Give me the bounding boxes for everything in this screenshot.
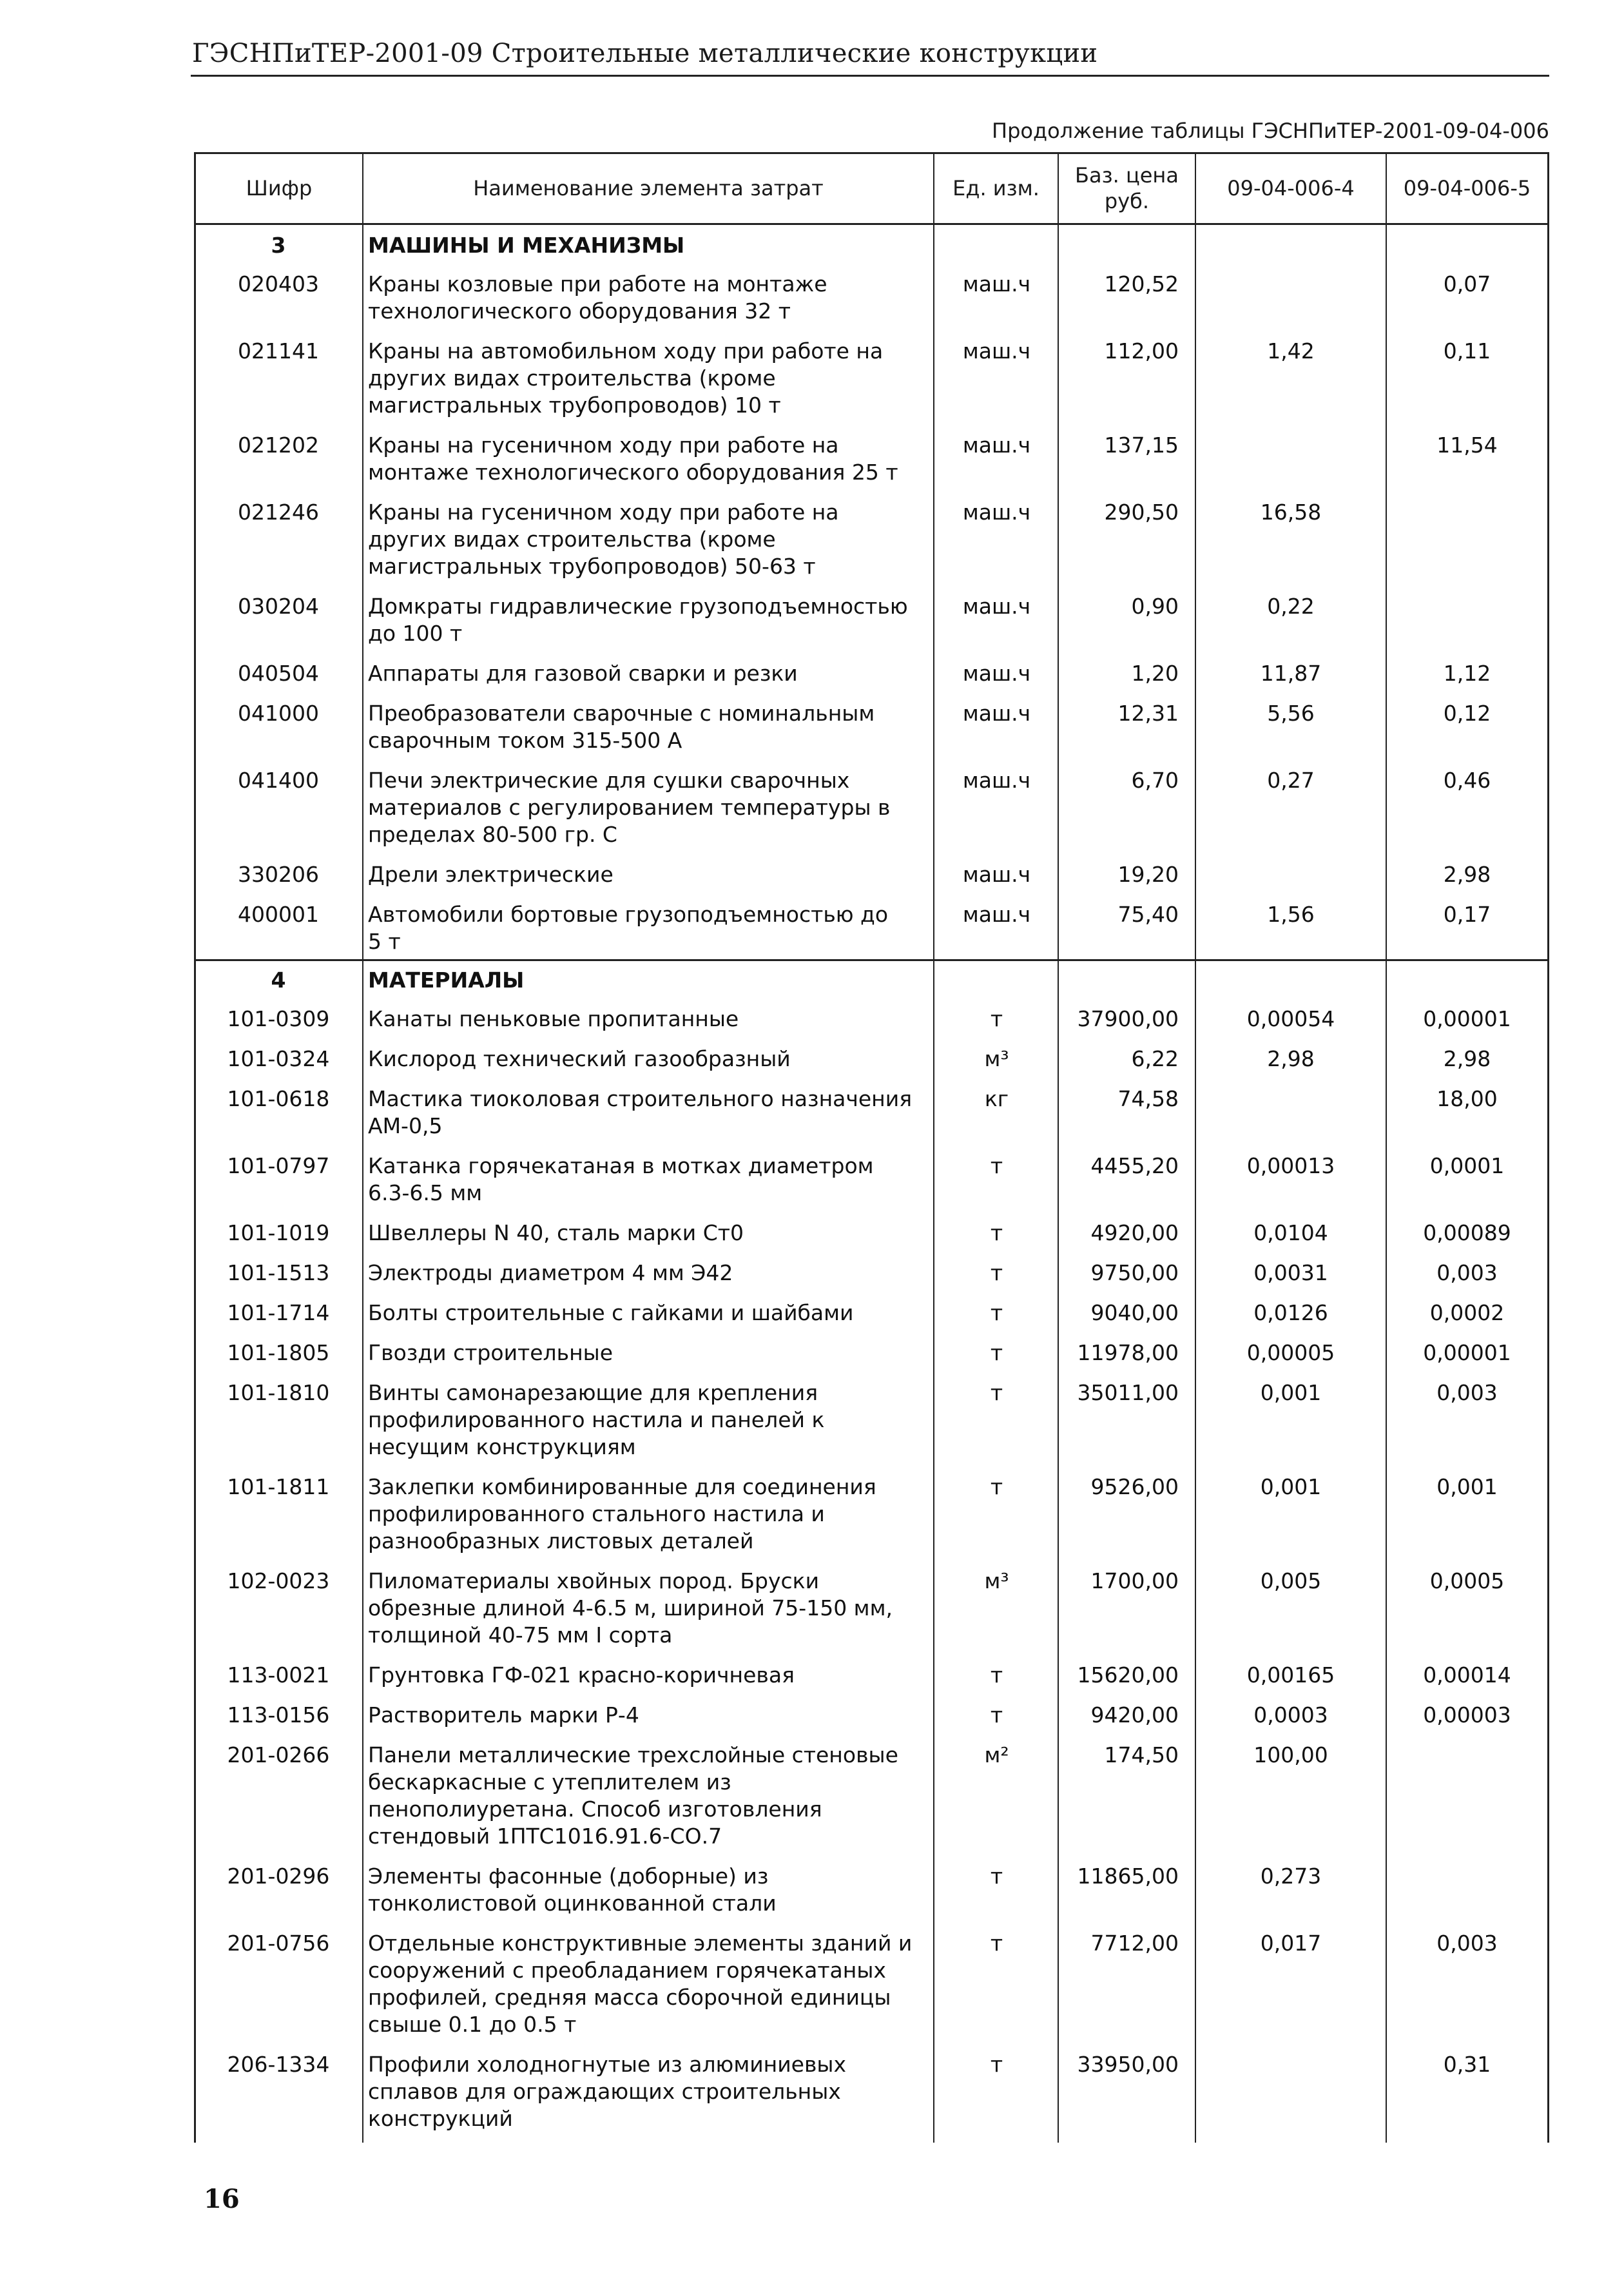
row-value-4: 11,87 — [1260, 661, 1322, 686]
row-code: 101-1805 — [227, 1340, 330, 1365]
row-code: 201-0756 — [227, 1931, 330, 1956]
row-name-line: Заклепки комбинированные для соединения — [368, 1474, 876, 1499]
row-name-line: Преобразователи сварочные с номинальным — [368, 701, 875, 726]
row-unit: т — [990, 1300, 1003, 1325]
row-value-4: 0,22 — [1267, 594, 1315, 619]
row-code: 030204 — [238, 594, 319, 619]
header-name: Наименование элемента затрат — [473, 176, 824, 200]
row-unit: м² — [984, 1742, 1009, 1767]
row-name-line: Катанка горячекатаная в мотках диаметром — [368, 1153, 874, 1178]
row-code: 101-1513 — [227, 1260, 330, 1285]
row-value-5: 1,12 — [1443, 661, 1491, 686]
row-price: 9750,00 — [1090, 1260, 1179, 1285]
section-code: 3 — [271, 233, 286, 258]
row-name-line: Электроды диаметром 4 мм Э42 — [368, 1260, 733, 1285]
row-unit: т — [990, 1931, 1003, 1956]
row-unit: маш.ч — [962, 500, 1031, 525]
row-code: 101-1714 — [227, 1300, 330, 1325]
row-value-5: 0,001 — [1436, 1474, 1498, 1499]
row-price: 0,90 — [1131, 594, 1179, 619]
row-value-4: 0,273 — [1260, 1864, 1322, 1889]
section-code: 4 — [271, 968, 286, 993]
row-value-4: 0,0104 — [1253, 1220, 1328, 1245]
row-value-4: 0,001 — [1260, 1380, 1322, 1405]
row-name-line: Аппараты для газовой сварки и резки — [368, 661, 798, 686]
row-name-line: Краны козловые при работе на монтаже — [368, 271, 827, 297]
row-code: 101-1810 — [227, 1380, 330, 1405]
row-name-line: магистральных трубопроводов) 10 т — [368, 393, 781, 418]
row-value-4: 0,00054 — [1246, 1006, 1335, 1031]
row-value-4: 0,27 — [1267, 768, 1315, 793]
row-name — [368, 1300, 929, 1327]
row-code: 101-0324 — [227, 1046, 330, 1071]
row-name-line: бескаркасные с утеплителем из — [368, 1769, 731, 1795]
row-name-line: пределах 80-500 гр. С — [368, 822, 617, 847]
row-name-line: Отдельные конструктивные элементы зданий и — [368, 1931, 913, 1956]
row-price: 9526,00 — [1090, 1474, 1179, 1499]
row-value-4: 0,00005 — [1246, 1340, 1335, 1365]
row-name-line: материалов с регулированием температуры в — [368, 795, 891, 820]
header-price-line2: руб. — [1104, 189, 1150, 213]
row-value-5: 2,98 — [1443, 1046, 1491, 1071]
row-code: 041000 — [238, 701, 319, 726]
row-value-4: 16,58 — [1260, 500, 1322, 525]
row-name-line: 6.3-6.5 мм — [368, 1180, 483, 1205]
row-name — [368, 593, 929, 647]
row-price: 1,20 — [1131, 661, 1179, 686]
row-code: 102-0023 — [227, 1568, 330, 1593]
row-name — [368, 338, 929, 419]
row-value-4: 0,0003 — [1253, 1702, 1328, 1728]
row-name — [368, 1046, 929, 1073]
row-value-4: 0,005 — [1260, 1568, 1322, 1593]
row-name — [368, 499, 929, 580]
row-name — [368, 1153, 929, 1207]
row-value-5: 0,07 — [1443, 271, 1491, 297]
row-name-line: Гвозди строительные — [368, 1340, 614, 1365]
row-name-line: Растворитель марки Р-4 — [368, 1702, 639, 1728]
row-name-line: Панели металлические трехслойные стеновые — [368, 1742, 898, 1767]
row-price: 290,50 — [1104, 500, 1179, 525]
row-value-5: 0,0001 — [1429, 1153, 1505, 1178]
row-value-4: 100,00 — [1253, 1742, 1328, 1767]
row-name — [368, 1085, 929, 1140]
header-unit: Ед. изм. — [952, 176, 1039, 200]
row-value-5: 0,17 — [1443, 902, 1491, 927]
row-value-4: 0,001 — [1260, 1474, 1322, 1499]
column-divider — [933, 152, 934, 2143]
row-name — [368, 2051, 929, 2132]
row-unit: т — [990, 1153, 1003, 1178]
row-name — [368, 767, 929, 848]
row-price: 11865,00 — [1077, 1864, 1179, 1889]
row-code: 041400 — [238, 768, 319, 793]
table-caption: Продолжение таблицы ГЭСНПиТЕР-2001-09-04-006 — [992, 119, 1549, 143]
row-name-line: свыше 0.1 до 0.5 т — [368, 2012, 577, 2037]
row-name-line: сооружений с преобладанием горячекатаных — [368, 1958, 886, 1983]
row-value-4: 0,00013 — [1246, 1153, 1335, 1178]
row-unit: т — [990, 1864, 1003, 1889]
row-name-line: профилей, средняя масса сборочной единицы — [368, 1985, 891, 2010]
row-name — [368, 1930, 929, 2038]
row-name-line: других видах строительства (кроме — [368, 365, 776, 391]
row-unit: т — [990, 1006, 1003, 1031]
header-price — [1059, 152, 1195, 224]
row-name — [368, 700, 929, 754]
row-value-5: 18,00 — [1436, 1086, 1498, 1111]
row-value-5: 0,003 — [1436, 1260, 1498, 1285]
row-price: 33950,00 — [1077, 2052, 1179, 2077]
row-name-line: сварочным током 315-500 А — [368, 728, 682, 753]
page-number: 16 — [204, 2184, 240, 2214]
row-name-line: пенополиуретана. Способ изготовления — [368, 1796, 822, 1822]
row-price: 9420,00 — [1090, 1702, 1179, 1728]
row-name — [368, 1742, 929, 1850]
row-name-line: толщиной 40-75 мм I сорта — [368, 1622, 673, 1648]
row-name-line: сплавов для ограждающих строительных — [368, 2079, 841, 2104]
header-v4: 09-04-006-4 — [1227, 176, 1355, 200]
header-code: Шифр — [246, 176, 313, 200]
row-unit: т — [990, 1260, 1003, 1285]
row-name-line: Автомобили бортовые грузоподъемностью до — [368, 902, 889, 927]
row-unit: маш.ч — [962, 594, 1031, 619]
row-code: 201-0296 — [227, 1864, 330, 1889]
row-unit: м³ — [984, 1568, 1009, 1593]
row-value-5: 0,00001 — [1423, 1006, 1511, 1031]
row-unit: маш.ч — [962, 271, 1031, 297]
row-code: 101-0618 — [227, 1086, 330, 1111]
row-code: 101-0309 — [227, 1006, 330, 1031]
row-unit: т — [990, 2052, 1003, 2077]
row-unit: кг — [984, 1086, 1009, 1111]
row-value-4: 2,98 — [1267, 1046, 1315, 1071]
row-value-4: 0,017 — [1260, 1931, 1322, 1956]
row-code: 330206 — [238, 862, 319, 887]
row-value-5: 0,12 — [1443, 701, 1491, 726]
row-name — [368, 1339, 929, 1367]
row-price: 74,58 — [1117, 1086, 1179, 1111]
row-unit: маш.ч — [962, 768, 1031, 793]
row-name-line: Пиломатериалы хвойных пород. Бруски — [368, 1568, 820, 1593]
row-code: 040504 — [238, 661, 319, 686]
row-name-line: Элементы фасонные (доборные) из — [368, 1864, 769, 1889]
row-name — [368, 1568, 929, 1649]
row-name-line: технологического оборудования 32 т — [368, 298, 791, 324]
row-name-line: 5 т — [368, 929, 401, 954]
row-name-line: магистральных трубопроводов) 50-63 т — [368, 554, 816, 579]
row-value-5: 0,00003 — [1423, 1702, 1511, 1728]
row-name-line: Винты самонарезающие для крепления — [368, 1380, 818, 1405]
row-value-4: 0,0031 — [1253, 1260, 1328, 1285]
row-name-line: других видах строительства (кроме — [368, 527, 776, 552]
row-name-line: разнообразных листовых деталей — [368, 1528, 754, 1553]
row-name-line: Краны на гусеничном ходу при работе на — [368, 433, 839, 458]
row-value-4: 1,42 — [1267, 338, 1315, 364]
row-code: 021246 — [238, 500, 319, 525]
row-price: 174,50 — [1104, 1742, 1179, 1767]
row-unit: т — [990, 1474, 1003, 1499]
row-name — [368, 1863, 929, 1917]
row-name-line: Профили холодногнутые из алюминиевых — [368, 2052, 847, 2077]
row-price: 6,70 — [1131, 768, 1179, 793]
row-name-line: Дрели электрические — [368, 862, 614, 887]
row-unit: т — [990, 1220, 1003, 1245]
row-price: 11978,00 — [1077, 1340, 1179, 1365]
row-price: 15620,00 — [1077, 1662, 1179, 1688]
row-value-5: 0,00001 — [1423, 1340, 1511, 1365]
row-value-5: 0,0005 — [1429, 1568, 1505, 1593]
row-value-4: 1,56 — [1267, 902, 1315, 927]
row-code: 113-0156 — [227, 1702, 330, 1728]
row-price: 12,31 — [1117, 701, 1179, 726]
row-name-line: Мастика тиоколовая строительного назначения — [368, 1086, 913, 1111]
row-name-line: профилированного настила и панелей к — [368, 1407, 825, 1432]
row-unit: т — [990, 1380, 1003, 1405]
header-price-line1: Баз. цена — [1075, 163, 1179, 188]
row-price: 7712,00 — [1090, 1931, 1179, 1956]
row-unit: маш.ч — [962, 862, 1031, 887]
row-name — [368, 1662, 929, 1689]
row-value-5: 0,003 — [1436, 1380, 1498, 1405]
row-code: 400001 — [238, 902, 319, 927]
row-unit: т — [990, 1702, 1003, 1728]
row-name — [368, 1220, 929, 1247]
section-title: МАШИНЫ И МЕХАНИЗМЫ — [368, 233, 685, 258]
header-v5: 09-04-006-5 — [1403, 176, 1531, 200]
row-code: 113-0021 — [227, 1662, 330, 1688]
row-price: 19,20 — [1117, 862, 1179, 887]
row-value-5: 0,003 — [1436, 1931, 1498, 1956]
row-price: 112,00 — [1104, 338, 1179, 364]
row-name-line: конструкций — [368, 2106, 513, 2131]
row-name — [368, 432, 929, 486]
document-title: ГЭСНПиТЕР-2001-09 Строительные металлические конструкции — [192, 39, 1098, 68]
row-name — [368, 1379, 929, 1461]
row-unit: м³ — [984, 1046, 1009, 1071]
column-divider — [1195, 152, 1196, 2143]
row-code: 021141 — [238, 338, 319, 364]
row-value-5: 0,46 — [1443, 768, 1491, 793]
row-value-5: 11,54 — [1436, 433, 1498, 458]
row-code: 206-1334 — [227, 2052, 330, 2077]
row-name-line: Краны на гусеничном ходу при работе на — [368, 500, 839, 525]
row-price: 9040,00 — [1090, 1300, 1179, 1325]
row-price: 4920,00 — [1090, 1220, 1179, 1245]
row-name-line: стендовый 1ПТС1016.91.6-СО.7 — [368, 1824, 722, 1849]
row-price: 75,40 — [1117, 902, 1179, 927]
row-value-4: 5,56 — [1267, 701, 1315, 726]
row-unit: т — [990, 1662, 1003, 1688]
row-name-line: до 100 т — [368, 621, 463, 646]
row-name — [368, 1006, 929, 1033]
row-code: 201-0266 — [227, 1742, 330, 1767]
row-code: 101-1019 — [227, 1220, 330, 1245]
title-divider — [191, 75, 1549, 77]
row-name-line: монтаже технологического оборудования 25 т — [368, 460, 898, 485]
row-value-5: 0,00089 — [1423, 1220, 1511, 1245]
row-name — [368, 271, 929, 325]
row-unit: маш.ч — [962, 433, 1031, 458]
row-price: 137,15 — [1104, 433, 1179, 458]
row-unit: т — [990, 1340, 1003, 1365]
row-name-line: АМ-0,5 — [368, 1113, 443, 1138]
row-value-5: 0,00014 — [1423, 1662, 1511, 1688]
row-unit: маш.ч — [962, 661, 1031, 686]
row-price: 4455,20 — [1090, 1153, 1179, 1178]
row-price: 37900,00 — [1077, 1006, 1179, 1031]
row-name-line: Канаты пеньковые пропитанные — [368, 1006, 739, 1031]
row-name-line: обрезные длиной 4-6.5 м, шириной 75-150 мм, — [368, 1595, 893, 1621]
row-price: 35011,00 — [1077, 1380, 1179, 1405]
row-name-line: Печи электрические для сушки сварочных — [368, 768, 850, 793]
row-name-line: Домкраты гидравлические грузоподъемностью — [368, 594, 908, 619]
section-divider — [194, 959, 1549, 961]
row-name — [368, 1702, 929, 1729]
row-price: 1700,00 — [1090, 1568, 1179, 1593]
row-value-4: 0,0126 — [1253, 1300, 1328, 1325]
row-code: 021202 — [238, 433, 319, 458]
row-name — [368, 861, 929, 888]
row-unit: маш.ч — [962, 701, 1031, 726]
row-name-line: Грунтовка ГФ-021 красно-коричневая — [368, 1662, 795, 1688]
row-name-line: несущим конструкциям — [368, 1434, 636, 1459]
row-name — [368, 1260, 929, 1287]
row-value-5: 2,98 — [1443, 862, 1491, 887]
row-code: 101-1811 — [227, 1474, 330, 1499]
row-code: 101-0797 — [227, 1153, 330, 1178]
row-value-5: 0,0002 — [1429, 1300, 1505, 1325]
row-name-line: Швеллеры N 40, сталь марки Ст0 — [368, 1220, 744, 1245]
row-value-5: 0,11 — [1443, 338, 1491, 364]
row-price: 6,22 — [1131, 1046, 1179, 1071]
row-name — [368, 660, 929, 687]
row-value-5: 0,31 — [1443, 2052, 1491, 2077]
row-name — [368, 1474, 929, 1555]
row-price: 120,52 — [1104, 271, 1179, 297]
row-name — [368, 901, 929, 955]
row-name-line: Болты строительные с гайками и шайбами — [368, 1300, 854, 1325]
row-name-line: профилированного стального настила и — [368, 1501, 825, 1526]
row-name-line: Краны на автомобильном ходу при работе на — [368, 338, 884, 364]
row-name-line: Кислород технический газообразный — [368, 1046, 791, 1071]
row-unit: маш.ч — [962, 902, 1031, 927]
row-unit: маш.ч — [962, 338, 1031, 364]
row-code: 020403 — [238, 271, 319, 297]
row-name-line: тонколистовой оцинкованной стали — [368, 1891, 777, 1916]
section-title: МАТЕРИАЛЫ — [368, 968, 525, 993]
row-value-4: 0,00165 — [1246, 1662, 1335, 1688]
